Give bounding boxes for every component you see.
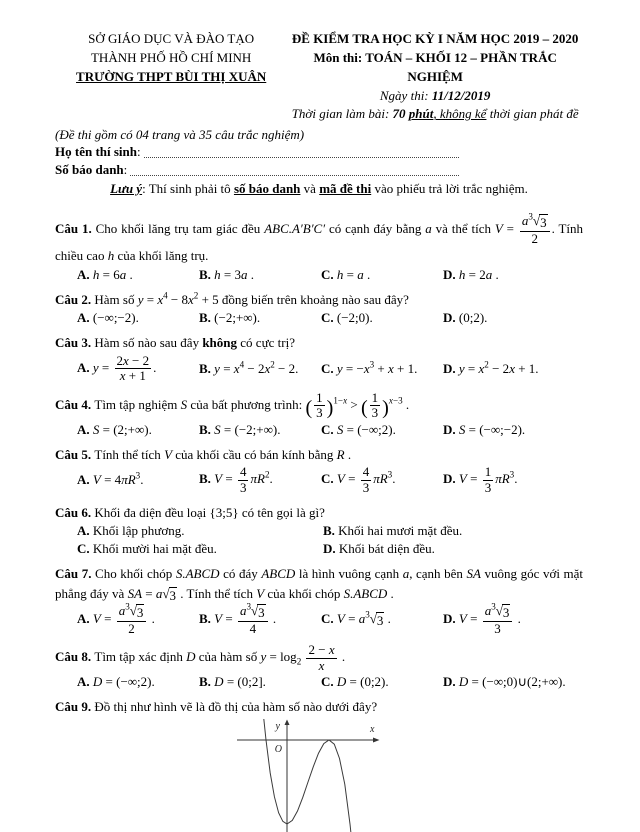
notice-label: Lưu ý	[110, 181, 143, 197]
option-B: B. Khối hai mươi mặt đều.	[323, 523, 463, 539]
option-C: C. h = a .	[321, 266, 371, 282]
exam-date-value: 11/12/2019	[431, 87, 491, 103]
option-label: B.	[199, 471, 215, 487]
option-label: D.	[323, 541, 339, 557]
exam-date	[287, 87, 583, 106]
colon: :	[137, 144, 141, 160]
question-stem: Câu 9. Đồ thị như hình vẽ là đồ thị của hàm số nào dưới đây?	[55, 699, 378, 715]
options	[55, 465, 583, 495]
option-A: A. V = $a^3$ √ 3 2 .	[77, 601, 155, 636]
exam-subject: Môn thi: TOÁN – KHỐI 12 – PHẦN TRẮC NGHIỆM	[313, 49, 557, 84]
x-axis-label: x	[370, 723, 375, 735]
option-C: C. Khối mười hai mặt đều.	[77, 541, 217, 557]
question-number: Câu 2.	[55, 291, 95, 307]
option-A: A. Khối lập phương.	[77, 523, 185, 539]
option-D: D. Khối bát diện đều.	[323, 541, 435, 557]
school-name: TRƯỜNG THPT BÙI THỊ XUÂN	[76, 68, 267, 84]
options	[55, 523, 583, 557]
question-stem: Câu 4. Tìm tập nghiệm S của bất phương trình: ( $\frac{1}{3}$ )$^{1-x}$ > ( $\frac{1}{3}$ )$^{x-3}$ .	[55, 389, 410, 421]
candidate-name-row	[55, 143, 459, 161]
question-3	[55, 333, 583, 384]
option-label: D.	[443, 471, 459, 487]
option-label: C.	[321, 421, 337, 437]
question-6	[55, 503, 583, 558]
option-label: A.	[77, 674, 93, 690]
question-number: Câu 3.	[55, 335, 95, 351]
exam-title: ĐỀ KIỂM TRA HỌC KỲ I NĂM HỌC 2019 – 2020	[291, 31, 579, 46]
question-number: Câu 6.	[55, 504, 95, 520]
option-C: C. S = (−∞;2).	[321, 421, 396, 437]
option-B: B. V = $a^3$ √ 3 4 .	[199, 601, 277, 636]
option-A: A. S = (2;+∞).	[77, 421, 152, 437]
option-label: B.	[323, 523, 339, 539]
question-number: Câu 5.	[55, 446, 95, 462]
options	[55, 422, 583, 438]
option-label: C.	[321, 266, 337, 282]
option-A: A. (−∞;−2).	[77, 310, 139, 326]
option-label: C.	[77, 541, 93, 557]
question-stem: Câu 5. Tính thể tích V của khối cầu có bán kính bằng R .	[55, 446, 352, 462]
question-stem: Câu 3. Hàm số nào sau đây không có cực trị?	[55, 335, 295, 351]
option-B: B. V = $\frac{4}{3}$ $\pi R^2$.	[199, 464, 273, 495]
notice-row	[55, 181, 583, 197]
y-axis-label: y	[275, 720, 280, 732]
option-A: A. y = $\frac{2x - 2}{x + 1}$ .	[77, 352, 157, 384]
dotted-line	[130, 161, 459, 176]
questions	[55, 211, 583, 832]
option-A: A. D = (−∞;2).	[77, 674, 155, 690]
dotted-line	[144, 143, 459, 158]
option-label: C.	[321, 674, 337, 690]
question-stem: Câu 6. Khối đa diện đều loại {3;5} có tên gọi là gì?	[55, 504, 325, 520]
issuer-line2: THÀNH PHỐ HỒ CHÍ MINH	[90, 49, 252, 65]
question-1	[55, 211, 583, 283]
question-number: Câu 1.	[55, 221, 96, 237]
option-label: A.	[77, 421, 93, 437]
duration-unit: phút	[408, 106, 434, 122]
option-D: D. $y = x^2 - 2x + 1$.	[443, 359, 539, 376]
option-D: D. S = (−∞;−2).	[443, 421, 526, 437]
options	[55, 267, 583, 283]
option-label: C.	[321, 310, 337, 326]
option-label: B.	[199, 421, 215, 437]
option-D: D. (0;2).	[443, 310, 488, 326]
option-D: D. D = (−∞;0)∪(2;+∞).	[443, 674, 566, 690]
question-number: Câu 4.	[55, 396, 95, 412]
option-label: B.	[199, 360, 215, 376]
candidate-id-row	[55, 161, 459, 179]
candidate-name-label: Họ tên thí sinh	[55, 144, 137, 160]
option-label: D.	[443, 266, 459, 282]
option-label: D.	[443, 310, 459, 326]
notice-highlight-1: số báo danh	[233, 181, 301, 197]
page-note: (Đề thi gồm có 04 trang và 35 câu trắc nghiệm)	[55, 127, 305, 143]
option-B: B. $y = x^4 - 2x^2 - 2$.	[199, 359, 299, 376]
question-5	[55, 445, 583, 496]
option-label: A.	[77, 359, 93, 375]
option-A: A. h = 6a .	[77, 266, 133, 282]
option-label: A.	[77, 472, 93, 488]
cubic-curve	[259, 719, 356, 832]
option-label: C.	[321, 360, 337, 376]
option-C: C. D = (0;2).	[321, 674, 389, 690]
option-label: A.	[77, 523, 93, 539]
question9-graph	[230, 719, 380, 832]
option-C: C. $V = a^3$ √ 3 .	[321, 610, 391, 629]
option-D: D. V = $a^3$ √ 3 3 .	[443, 601, 521, 636]
candidate-id-label: Số báo danh	[55, 162, 124, 178]
option-label: A.	[77, 611, 93, 627]
question-7	[55, 564, 583, 636]
notice-highlight-2: mã đề thi	[319, 181, 372, 197]
option-A: A. $V = 4\pi R^3$.	[77, 471, 144, 488]
option-label: C.	[321, 471, 337, 487]
exam-title-block	[287, 30, 583, 124]
issuer-block	[55, 30, 287, 124]
option-B: B. h = 3a .	[199, 266, 255, 282]
options	[55, 674, 583, 690]
question-stem: Câu 8. Tìm tập xác định D của hàm số $y = \log_2$ $\frac{2 - x}{x}$ .	[55, 642, 346, 673]
question-8	[55, 643, 583, 690]
question-number: Câu 8.	[55, 649, 95, 665]
option-label: D.	[443, 674, 459, 690]
option-label: A.	[77, 266, 93, 282]
option-D: D. V = $\frac{1}{3}$ $\pi R^3$.	[443, 464, 518, 495]
question-2	[55, 290, 583, 327]
option-label: B.	[199, 266, 215, 282]
colon: :	[123, 162, 128, 178]
duration-prefix: Thời gian làm bài:	[291, 106, 393, 122]
options	[55, 310, 583, 326]
options	[55, 601, 583, 636]
option-B: B. D = (0;2].	[199, 674, 266, 690]
option-B: B. (−2;+∞).	[199, 310, 261, 326]
option-B: B. S = (−2;+∞).	[199, 421, 281, 437]
option-label: D.	[443, 360, 459, 376]
option-label: D.	[443, 611, 459, 627]
question-9	[55, 697, 583, 832]
origin-label: O	[274, 743, 282, 755]
notice-text-3: vào phiếu trả lời trắc nghiệm.	[371, 181, 528, 197]
duration-suffix: thời gian phát đề	[486, 106, 579, 122]
option-C: C. V = $\frac{4}{3}$ $\pi R^3$.	[321, 464, 396, 495]
issuer-line1: SỞ GIÁO DỤC VÀ ĐÀO TẠO	[88, 31, 255, 46]
question-number: Câu 7.	[55, 566, 96, 582]
question-number: Câu 9.	[55, 699, 95, 715]
option-D: D. h = 2a .	[443, 266, 499, 282]
option-C: C. $y = -x^3 + x + 1$.	[321, 359, 418, 376]
option-label: B.	[199, 674, 215, 690]
duration-note: , không kể	[433, 106, 487, 122]
exam-duration	[287, 105, 583, 124]
option-label: A.	[77, 310, 93, 326]
option-label: C.	[321, 611, 337, 627]
question-stem: Câu 1. Cho khối lăng trụ tam giác đều ABC.A′B′C′ có cạnh đáy bằng a và thể tích V = $a^3$ √ 3 2 . Tính chiều cao h của khối lăng trụ.	[55, 211, 583, 264]
notice-text-1: : Thí sinh phải tô	[142, 181, 234, 197]
exam-date-label: Ngày thi:	[379, 87, 432, 103]
option-C: C. (−2;0).	[321, 310, 373, 326]
question-stem: Câu 2. Hàm số $y = x^4 - 8x^2 + 5$ đồng biến trên khoảng nào sau đây?	[55, 290, 409, 307]
question-4	[55, 391, 583, 438]
options	[55, 354, 583, 384]
option-label: D.	[443, 421, 459, 437]
notice-text-2: và	[300, 181, 320, 197]
question-stem: Câu 7. Cho khối chóp S.ABCD có đáy ABCD là hình vuông cạnh a, cạnh bên SA vuông góc với mặt phẳng đáy và SA = a √ 3 . Tính thể tích V của khối chóp S.ABCD .	[55, 566, 583, 603]
option-label: B.	[199, 310, 215, 326]
duration-number: 70	[392, 106, 409, 122]
exam-header	[55, 30, 583, 124]
y-axis-arrow	[285, 719, 290, 725]
option-label: B.	[199, 611, 215, 627]
x-axis-arrow	[373, 737, 380, 742]
